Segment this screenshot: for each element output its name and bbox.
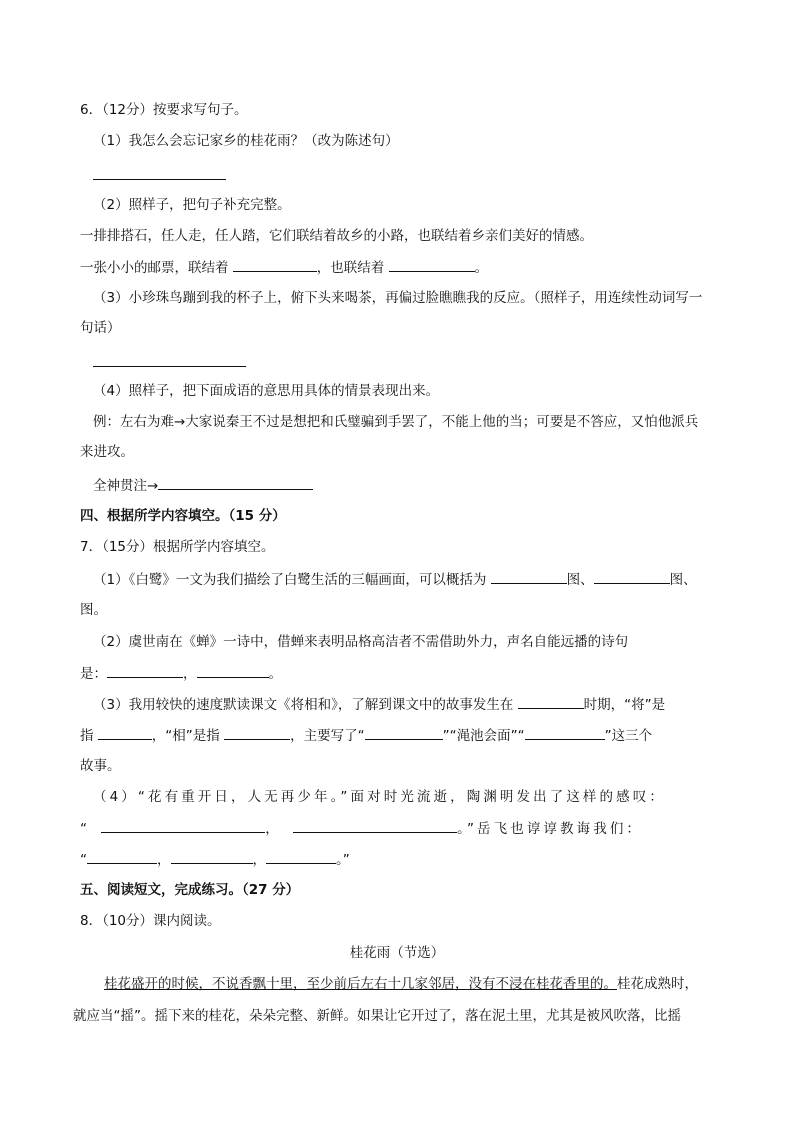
text: ，	[252, 852, 266, 868]
q7-part4-cont2	[80, 849, 350, 870]
text: 全神贯注→	[93, 478, 159, 494]
q6-part2-example: 一排排搭石，任人走，任人踏，它们联结着故乡的小路，也联结着乡亲们美好的情感。	[80, 228, 593, 244]
text: 图、	[669, 572, 697, 588]
answer-line[interactable]	[93, 366, 246, 367]
fill-blank[interactable]	[101, 818, 265, 833]
q7-part2: （2）虞世南在《蝉》一诗中，借蝉来表明品格高洁者不需借助外力，声名自能远播的诗句	[93, 634, 629, 650]
q7-heading: 7．（15分）根据所学内容填空。	[80, 539, 275, 555]
fill-blank[interactable]	[518, 694, 584, 709]
fill-blank[interactable]	[107, 663, 183, 678]
section-5-title: 五、阅读短文，完成练习。（27 分）	[80, 882, 300, 898]
text: 是：	[80, 666, 107, 682]
q7-part3-cont	[80, 725, 652, 746]
text: ，	[157, 852, 171, 868]
q7-part1-cont: 图。	[80, 602, 107, 618]
text: 。	[474, 260, 489, 276]
text: 时期，“将”是	[583, 697, 666, 713]
q6-part2: （2）照样子，把句子补充完整。	[93, 197, 291, 213]
fill-blank[interactable]	[389, 257, 475, 272]
passage-title: 桂花雨（节选）	[349, 945, 445, 961]
text: ”“渑池会面”“	[442, 728, 525, 744]
q6-part3-cont: 句话）	[80, 320, 121, 336]
q7-part4-cont	[80, 818, 643, 839]
q7-part3-cont2: 故事。	[80, 758, 121, 774]
passage-line: 就应当“摇”。摇下来的桂花，朵朵完整、新鲜。如果让它开过了，落在泥土里，尤其是被风吹落，比摇	[73, 1008, 681, 1024]
text: ，“相”是指	[151, 728, 220, 744]
text: ，	[265, 821, 279, 837]
underlined-sentence: 桂花盛开的时候，不说香飘十里，至少前后左右十几家邻居，没有不浸在桂花香里的。	[104, 976, 617, 992]
fill-blank[interactable]	[98, 725, 152, 740]
q6-part2-task	[80, 257, 488, 278]
text: （3）我用较快的速度默读课文《将相和》，了解到课文中的故事发生在	[93, 697, 514, 713]
text: 一张小小的邮票，联结着	[80, 260, 229, 276]
q6-part4: （4）照样子，把下面成语的意思用具体的情景表现出来。	[93, 383, 440, 399]
text: 。”岳飞也谆谆教诲我们：	[457, 821, 644, 837]
q6-part1: （1）我怎么会忘记家乡的桂花雨？（改为陈述句）	[93, 133, 399, 149]
text: “	[80, 852, 87, 868]
text: ，	[183, 666, 197, 682]
fill-blank[interactable]	[266, 849, 336, 864]
q6-part4-task	[93, 475, 313, 496]
fill-blank[interactable]	[171, 849, 253, 864]
text: （1）《白鹭》一文为我们描绘了白鹭生活的三幅画面，可以概括为	[93, 572, 487, 588]
text: ，主要写了“	[290, 728, 365, 744]
text: “	[80, 821, 87, 837]
passage-line	[104, 974, 698, 994]
text: 。	[268, 666, 282, 682]
section-4-title: 四、根据所学内容填空。（15 分）	[80, 508, 286, 524]
q7-part3	[93, 694, 665, 715]
fill-blank[interactable]	[365, 725, 443, 740]
fill-blank[interactable]	[594, 569, 670, 584]
fill-blank[interactable]	[224, 725, 290, 740]
q7-part4: （4）“花有重开日，人无再少年。”面对时光流逝，陶渊明发出了这样的感叹：	[93, 789, 666, 805]
q6-heading: 6．（12分）按要求写句子。	[80, 102, 248, 118]
q7-part2-cont	[80, 663, 282, 684]
text: 指	[80, 728, 94, 744]
answer-line[interactable]	[93, 179, 226, 180]
fill-blank[interactable]	[158, 475, 313, 490]
q6-part4-example-cont: 来进攻。	[80, 444, 134, 460]
text: 桂花成熟时，	[617, 976, 698, 992]
fill-blank[interactable]	[87, 849, 157, 864]
text: 图、	[566, 572, 594, 588]
q7-part1	[93, 569, 697, 590]
text: ”这三个	[604, 728, 653, 744]
q6-part4-example: 例：左右为难→大家说秦王不过是想把和氏璧骗到手罢了，不能上他的当；可要是不答应，又怕他派兵	[93, 414, 699, 430]
fill-blank[interactable]	[293, 818, 457, 833]
fill-blank[interactable]	[491, 569, 567, 584]
text: 。”	[336, 852, 350, 868]
q8-heading: 8．（10分）课内阅读。	[80, 913, 221, 929]
text: ，也联结着	[316, 260, 385, 276]
q6-part3: （3）小珍珠鸟蹦到我的杯子上，俯下头来喝茶，再偏过脸瞧瞧我的反应。（照样子，用连续性动词写一	[93, 290, 703, 306]
fill-blank[interactable]	[525, 725, 605, 740]
fill-blank[interactable]	[233, 257, 317, 272]
fill-blank[interactable]	[197, 663, 269, 678]
